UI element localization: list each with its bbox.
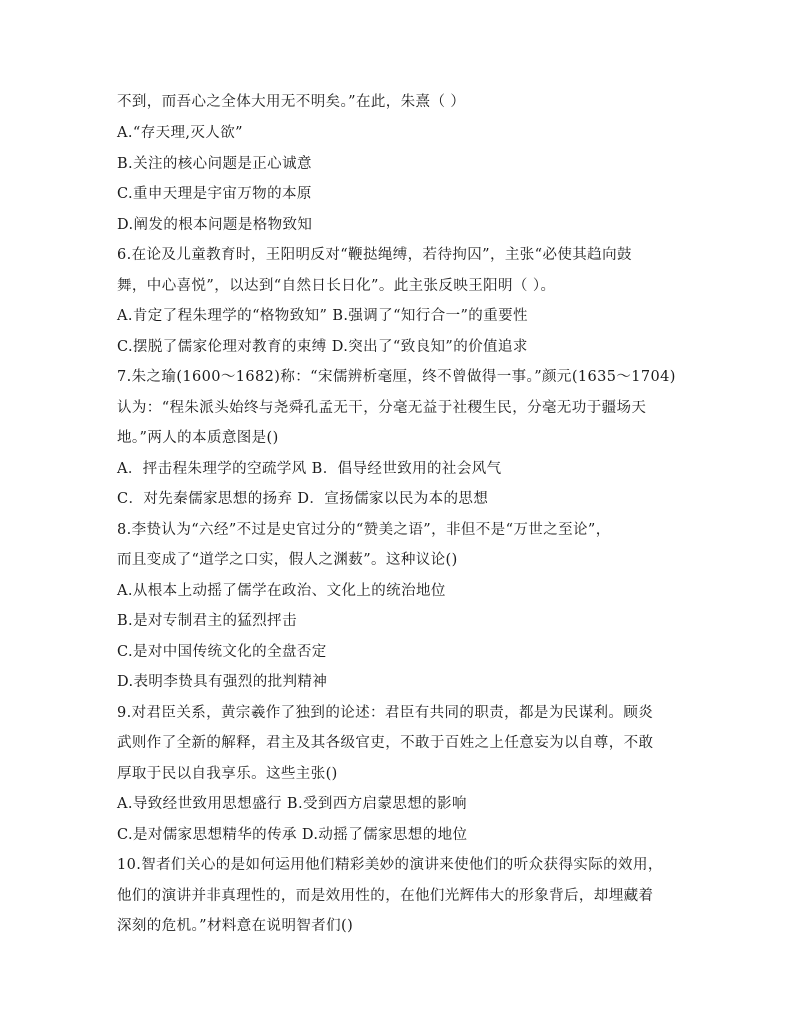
options-ab-q9: A.导致经世致用思想盛行 B.受到西方启蒙思想的影响 (117, 796, 467, 812)
question-10-line-3: 深刻的危机。”材料意在说明智者们() (117, 918, 354, 934)
question-8-line-1: 8.李贽认为“六经”不过是史官过分的“赞美之语”，非但不是“万世之至论”， (117, 522, 611, 538)
question-10-line-2: 他们的演讲并非真理性的，而是效用性的，在他们光辉伟大的形象背后，却埋藏着 (117, 888, 654, 904)
question-9-line-2: 武则作了全新的解释，君主及其各级官吏，不敢于百姓之上任意妄为以自尊，不敢 (117, 735, 654, 751)
options-cd-q6: C.摆脱了儒家伦理对教育的束缚 D.突出了“致良知”的价值追求 (117, 339, 528, 355)
option-d-q5: D.阐发的根本问题是格物致知 (117, 217, 313, 233)
text-line: 不到，而吾心之全体大用无不明矣。”在此，朱熹（ ） (117, 94, 466, 110)
option-a-q8: A.从根本上动摇了儒学在政治、文化上的统治地位 (117, 583, 446, 599)
option-c-q5: C.重申天理是宇宙万物的本原 (117, 186, 312, 202)
question-6-line-2: 舞，中心喜悦”，以达到“自然日长日化”。此主张反映王阳明（ ）。 (117, 278, 556, 294)
options-ab-q7: A．抨击程朱理学的空疏学风 B．倡导经世致用的社会风气 (117, 461, 502, 477)
option-c-q8: C.是对中国传统文化的全盘否定 (117, 644, 327, 660)
question-8-line-2: 而且变成了“道学之口实，假人之渊薮”。这种议论() (117, 552, 458, 568)
question-9-line-1: 9.对君臣关系，黄宗羲作了独到的论述：君臣有共同的职责，都是为民谋利。顾炎 (117, 705, 654, 721)
question-9-line-3: 厚取于民以自我享乐。这些主张() (117, 766, 338, 782)
question-10-line-1: 10.智者们关心的是如何运用他们精彩美妙的演讲来使他们的听众获得实际的效用， (117, 857, 663, 873)
option-b-q8: B.是对专制君主的猛烈抨击 (117, 613, 297, 629)
option-d-q8: D.表明李贽具有强烈的批判精神 (117, 674, 328, 690)
options-cd-q9: C.是对儒家思想精华的传承 D.动摇了儒家思想的地位 (117, 827, 468, 843)
options-cd-q7: C．对先秦儒家思想的扬弃 D．宣扬儒家以民为本的思想 (117, 491, 489, 507)
question-7-line-1: 7.朱之瑜(1600～1682)称：“宋儒辨析毫厘，终不曾做得一事。”颜元(1635～1704) (117, 369, 676, 385)
option-a-q5: A.“存天理,灭人欲” (117, 125, 243, 141)
question-7-line-2: 认为：“程朱派头始终与尧舜孔孟无干，分毫无益于社稷生民，分毫无功于疆场天 (117, 400, 647, 416)
question-6-line-1: 6.在论及儿童教育时，王阳明反对“鞭挞绳缚，若待拘囚”，主张“必使其趋向鼓 (117, 247, 632, 263)
options-ab-q6: A.肯定了程朱理学的“格物致知” B.强调了“知行合一”的重要性 (117, 308, 528, 324)
option-b-q5: B.关注的核心问题是正心诚意 (117, 156, 312, 172)
question-7-line-3: 地。”两人的本质意图是() (117, 430, 279, 446)
